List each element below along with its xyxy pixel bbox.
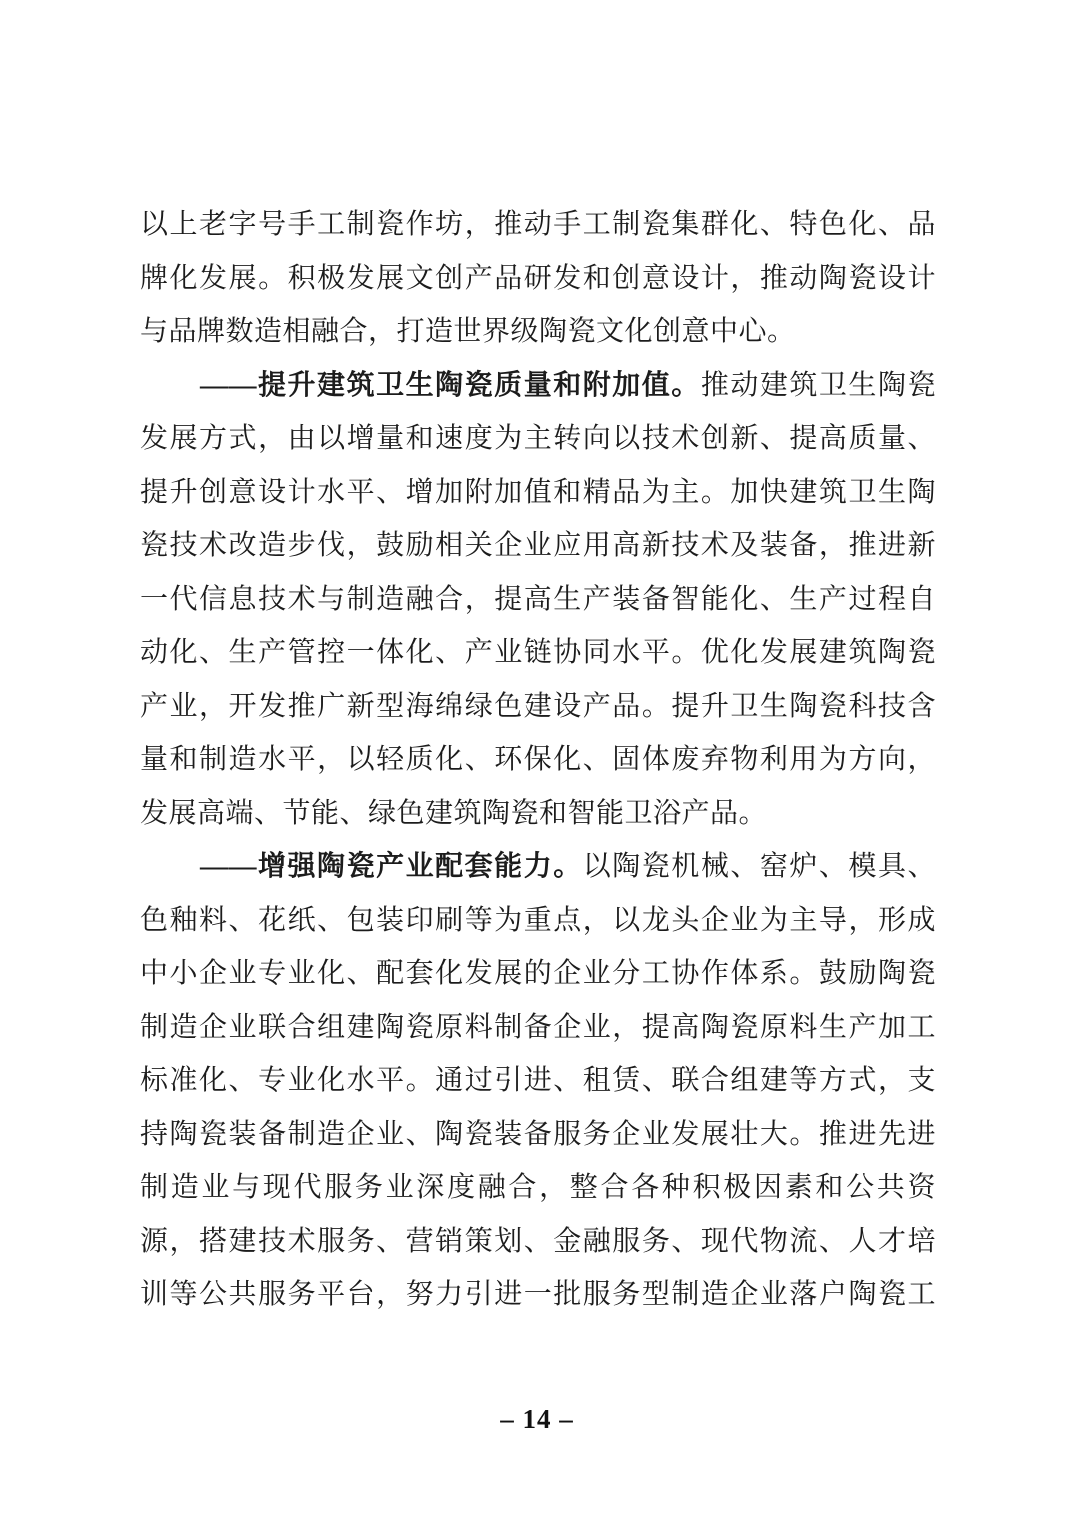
text-line [140, 840, 936, 894]
line-text: 持陶瓷装备制造企业、陶瓷装备服务企业发展壮大。推进先进 [140, 1118, 936, 1150]
line-text: 牌化发展。积极发展文创产品研发和创意设计，推动陶瓷设计 [140, 262, 936, 294]
line-text: 中小企业专业化、配套化发展的企业分工协作体系。鼓励陶瓷 [140, 958, 936, 989]
text-line [140, 519, 936, 573]
text-line [140, 1268, 936, 1322]
text-line [140, 1001, 936, 1055]
text-line [140, 787, 936, 841]
line-text: 提升创意设计水平、增加附加值和精品为主。加快建筑卫生陶 [140, 476, 936, 508]
line-text: 制造企业联合组建陶瓷原料制备企业，提高陶瓷原料生产加工 [140, 1011, 936, 1043]
line-text: 训等公共服务平台，努力引进一批服务型制造企业落户陶瓷工 [140, 1279, 936, 1310]
text-line [140, 359, 936, 413]
line-text: 发展高端、节能、绿色建筑陶瓷和智能卫浴产品。 [140, 797, 768, 829]
document-body [140, 198, 936, 1322]
text-line [140, 733, 936, 787]
page-number: – 14 – [500, 1404, 574, 1434]
line-text: 瓷技术改造步伐，鼓励相关企业应用高新技术及装备，推进新 [140, 530, 936, 561]
line-text: 量和制造水平，以轻质化、环保化、固体废弃物利用为方向， [140, 744, 936, 775]
text-line [140, 1054, 936, 1108]
line-text: 色釉料、花纸、包装印刷等为重点，以龙头企业为主导，形成 [140, 904, 936, 936]
line-bold-heading: ——提升建筑卫生陶瓷质量和附加值。 [200, 369, 701, 401]
line-text: 动化、生产管控一体化、产业链协同水平。优化发展建筑陶瓷 [140, 637, 936, 668]
text-line [140, 466, 936, 520]
text-line [140, 1215, 936, 1269]
text-line [140, 252, 936, 306]
line-bold-heading: ——增强陶瓷产业配套能力。 [200, 851, 583, 882]
text-line [140, 198, 936, 252]
text-line [140, 1161, 936, 1215]
text-line [140, 894, 936, 948]
line-text: 发展方式，由以增量和速度为主转向以技术创新、提高质量、 [140, 423, 936, 454]
line-text: 以上老字号手工制瓷作坊，推动手工制瓷集群化、特色化、品 [140, 209, 936, 240]
text-line [140, 947, 936, 1001]
text-line [140, 680, 936, 734]
line-text: 一代信息技术与制造融合，提高生产装备智能化、生产过程自 [140, 583, 936, 615]
text-line [140, 626, 936, 680]
line-text: 制造业与现代服务业深度融合，整合各种积极因素和公共资 [140, 1172, 936, 1203]
text-line [140, 305, 936, 359]
line-text: 推动建筑卫生陶瓷 [700, 369, 936, 401]
line-text: 标准化、专业化水平。通过引进、租赁、联合组建等方式，支 [140, 1065, 936, 1096]
line-text: 与品牌数造相融合，打造世界级陶瓷文化创意中心。 [140, 316, 796, 347]
line-text: 产业，开发推广新型海绵绿色建设产品。提升卫生陶瓷科技含 [140, 690, 936, 722]
text-line [140, 573, 936, 627]
text-line [140, 412, 936, 466]
text-line [140, 1108, 936, 1162]
line-text: 以陶瓷机械、窑炉、模具、 [582, 851, 936, 882]
line-text: 源，搭建技术服务、营销策划、金融服务、现代物流、人才培 [140, 1225, 936, 1257]
